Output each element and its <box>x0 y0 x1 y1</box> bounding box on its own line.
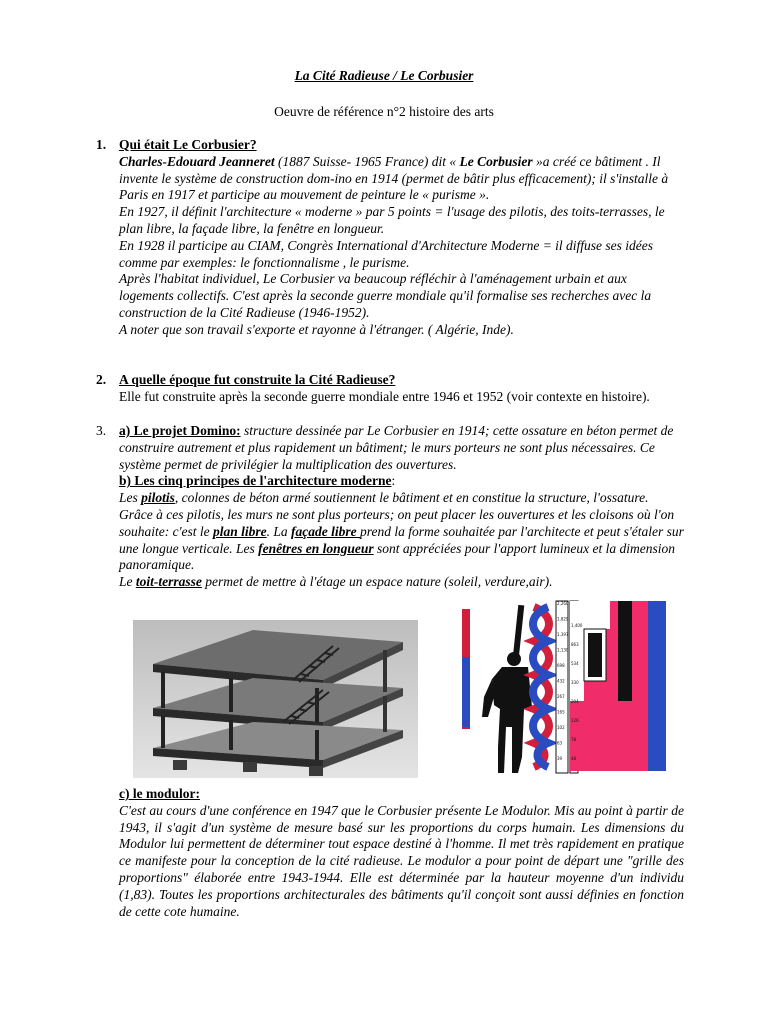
principles-paragraph <box>119 490 684 574</box>
principles-text-4: prend la forme souhaitée par l'architecte et peut s'étaler sur une longue verticale. Les <box>119 523 684 556</box>
domino-text: structure dessinée par Le Corbusier en 1914; cette ossature en béton permet de construire autrement et plus rapidement un bâtiment; le murs porteurs ne sont plus nécessaires. Ce système permet de privilégier la multiplication des ouvertures. <box>119 423 674 472</box>
toit-terrasse-term: toit-terrasse <box>135 574 202 590</box>
corbusier-alias: Le Corbusier <box>459 153 533 169</box>
section-3-number: 3. <box>96 423 107 438</box>
corbusier-fullname: Charles-Edouard Jeanneret <box>119 153 275 169</box>
modulor-figure <box>482 605 532 773</box>
fenetres-term: fenêtres en longueur <box>258 540 374 556</box>
section-1 <box>119 137 684 339</box>
modulor-label: 267 <box>557 694 565 699</box>
modulor-label: 1,397 <box>557 632 569 637</box>
section-1-paragraph-4: Après l'habitat individuel, Le Corbusier va beaucoup réfléchir à l'aménagement urbain et aux logements collectifs. C'est après la seconde guerre mondiale qu'il formalise ses recherches avec la construction de la Cité Radieuse (1946-1952). <box>119 271 652 320</box>
modulor-black-bar <box>618 601 632 701</box>
section-1-heading: Qui était Le Corbusier? <box>119 137 257 152</box>
section-2-text: Elle fut construite après la seconde guerre mondiale entre 1946 et 1952 (voir contexte en histoire). <box>119 388 650 404</box>
modulor-spiral <box>533 607 549 767</box>
modulor-blue-bar <box>648 601 666 771</box>
principles-heading: b) Les cinq principes de l'architecture moderne <box>119 473 392 489</box>
modulor-label: 1,130 <box>557 647 569 653</box>
modulor-label: 1,829 <box>557 616 569 622</box>
page-title: La Cité Radieuse / Le Corbusier <box>294 68 474 83</box>
principles-text-1: Les <box>119 490 142 506</box>
toit-terrasse-paragraph <box>119 574 684 591</box>
section-1-paragraph-5: A noter que son travail s'exporte et rayonne à l'étranger. ( Algérie, Inde). <box>119 321 514 337</box>
pilotis-term: pilotis <box>141 490 175 506</box>
modulor-label: 63 <box>557 740 563 746</box>
facade-libre-term: façade libre <box>291 523 361 539</box>
modulor-blue-band <box>462 657 470 727</box>
section-3 <box>119 423 684 591</box>
paragraph-1-rest: »a créé ce bâtiment . Il invente le système de construction dom-ino en 1914 (permet de bâtir plus efficacement); il s'installe à Paris en 1917 et participe au mouvement de peinture le « purisme ». <box>119 153 669 203</box>
modulor-label: 432 <box>557 678 565 684</box>
section-2-heading: A quelle époque fut construite la Cité Radieuse? <box>119 372 396 387</box>
modulor-label: 102 <box>557 725 565 730</box>
section-1-paragraph-1 <box>119 154 684 204</box>
principles-colon: : <box>391 473 396 489</box>
modulor-label: 698 <box>557 663 565 668</box>
modulor-label: 39 <box>557 756 563 761</box>
domino-heading: a) Le projet Domino: <box>119 423 241 438</box>
section-1-paragraph-3: En 1928 il participe au CIAM, Congrès International d'Architecture Moderne = il diffuse ses idées comme par exemples: le fonctionnalisme , le purisme. <box>119 237 654 270</box>
modulor-label: 126 <box>571 718 579 723</box>
modulor-label: 2,260 <box>557 601 569 606</box>
domino-paragraph <box>119 423 684 473</box>
modulor-illustration <box>458 597 670 777</box>
domino-structure-drawing <box>133 620 418 778</box>
modulor-heading: c) le modulor: <box>119 786 200 801</box>
modulor-label: 330 <box>571 680 579 685</box>
domino-structure-photo <box>133 620 418 778</box>
corbusier-dates: (1887 Suisse- 1965 France) dit « <box>274 153 460 169</box>
modulor-text: C'est au cours d'une conférence en 1947 que le Corbusier présente Le Modulor. Mis au point à partir de 1943, il s'agit d'un système de mesure basé sur les proportions du corps humain. Les dimensions du Modulor lui permettent de déterminer tout espace destiné à l'homme. Il met très rapidement en pratique ce manifeste pour la conception de la cité radieuse. Le modulor a pour point de départ une "grille des proportions" élaborée entre 1943-1944. Elle est déterminée par la hauteur moyenne d'un individu (1,83). Toutes les proportions architecturales des bâtiments qu'il conçoit sont aussi définies en fonction de cette cote humaine. <box>119 802 684 919</box>
section-2 <box>119 372 684 406</box>
principles-text-6: Le <box>119 574 136 590</box>
modulor-label: 1,400 <box>571 623 583 628</box>
modulor-drawing <box>458 597 670 777</box>
principles-text-2: , colonnes de béton armé soutiennent le bâtiment et en constitue la structure, l'ossature. Grâce à ces pilotis, les murs ne sont plus porteurs; on peut placer les ouvertures et les cloisons où l'on souhaite: c'est le <box>119 490 675 539</box>
principles-heading-line <box>119 473 684 490</box>
principles-text-7: permet de mettre à l'étage un espace nature (soleil, verdure,air). <box>201 574 553 590</box>
modulor-label: 534 <box>571 661 579 666</box>
section-1-number: 1. <box>96 137 107 152</box>
modulor-label: 863 <box>571 642 579 647</box>
modulor-label: 165 <box>557 709 565 715</box>
modulor-section <box>119 786 684 920</box>
section-1-paragraph-2: En 1927, il définit l'architecture « moderne » par 5 points = l'usage des pilotis, des toits-terrasses, le plan libre, la façade libre, la fenêtre en longueur. <box>119 204 665 236</box>
page-subtitle: Oeuvre de référence n°2 histoire des arts <box>274 104 494 119</box>
principles-text-3: . La <box>266 523 292 539</box>
modulor-label: 204 <box>571 699 579 704</box>
modulor-label: 78 <box>571 737 577 742</box>
modulor-label: 48 <box>571 756 577 761</box>
principles-text-5: sont appréciées pour l'apport lumineux et la dimension panoramique. <box>119 540 675 573</box>
plan-libre-term: plan libre <box>213 523 267 539</box>
section-2-number: 2. <box>96 372 107 387</box>
